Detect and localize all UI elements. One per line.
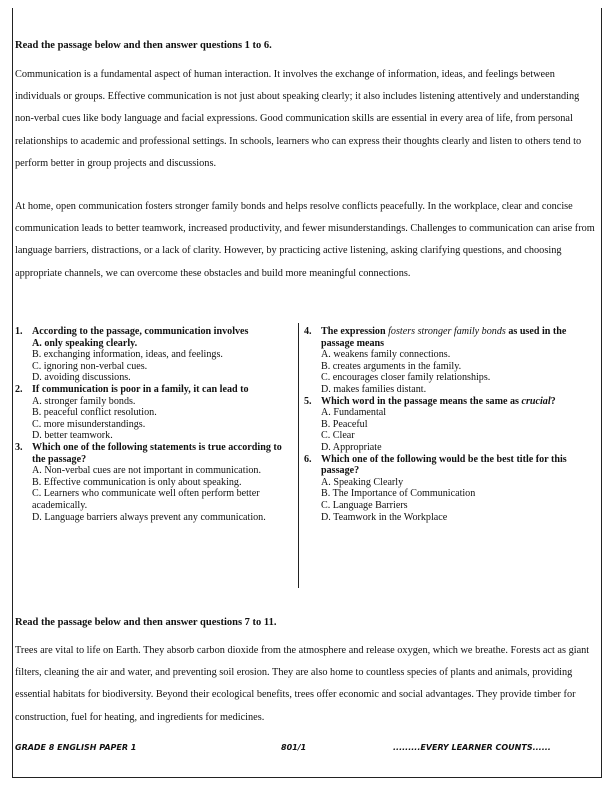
option[interactable]: C. encourages closer family relationships. (321, 372, 491, 384)
passage2-paragraph: Trees are vital to life on Earth. They absorb carbon dioxide from the atmosphere and release oxygen, which we breathe. Forests act as giant filters, cleaning the air and water, and preventing soil erosion. They are also home to countless species of plants and animals, providing essential habitats for biodiversity. Beyond their ecological benefits, trees offer economic and social advantages. They provide timber for construction, fuel for heating, and ingredients for medicines. (15, 645, 590, 723)
option[interactable]: A. only speaking clearly. (32, 337, 138, 349)
option[interactable]: A. stronger family bonds. (32, 395, 136, 407)
option[interactable]: B. Peaceful (321, 418, 368, 430)
questions-right-column (304, 326, 589, 523)
passage1-paragraph1: Communication is a fundamental aspect of human interaction. It involves the exchange of information, ideas, and feelings between individuals or groups. Effective communication is not just about speaking clearly; it also includes listening attentively and understanding non-verbal cues like body language and facial expressions. Good communication skills are essential in every area of life, from personal relationships to academic and professional settings. In schools, learners who can express their thoughts clearly and listen to others tend to perform better in group projects and discussions. (15, 69, 582, 169)
questions-left-column (15, 326, 297, 523)
question-6 (304, 454, 589, 524)
question-number: 6. (304, 453, 312, 465)
footer-motto: .........EVERY LEARNER COUNTS...... (393, 743, 551, 752)
option[interactable]: D. makes families distant. (321, 383, 427, 395)
question-number: 4. (304, 326, 312, 337)
option[interactable]: D. Appropriate (321, 441, 382, 453)
option[interactable]: A. Speaking Clearly (321, 476, 404, 488)
option[interactable]: C. Clear (321, 430, 355, 442)
option[interactable]: C. Learners who communicate well often perform better academically. (32, 488, 260, 511)
stem-italic: fosters stronger family bonds (388, 326, 506, 337)
option[interactable]: A. Fundamental (321, 407, 387, 419)
footer-paper-title: GRADE 8 ENGLISH PAPER 1 (15, 743, 137, 752)
option[interactable]: D. better teamwork. (32, 430, 113, 442)
question-number: 1. (15, 326, 23, 337)
question-stem: Which one of the following would be the best title for this passage? (321, 453, 567, 477)
question-1 (15, 326, 297, 384)
option[interactable]: A. Non-verbal cues are not important in communication. (32, 465, 262, 477)
question-stem (321, 326, 589, 349)
option[interactable]: C. Language Barriers (321, 499, 408, 511)
section2-heading: Read the passage below and then answer questions 7 to 11. (15, 617, 277, 628)
question-number: 5. (304, 395, 312, 407)
option[interactable]: A. weakens family connections. (321, 349, 451, 361)
footer-paper-code: 801/1 (281, 743, 307, 752)
stem-text: ? (550, 395, 556, 407)
option[interactable]: D. Language barriers always prevent any communication. (32, 511, 266, 523)
question-stem: Which one of the following statements is true according to the passage? (32, 441, 282, 465)
question-3 (15, 442, 297, 523)
column-divider (298, 323, 299, 588)
option[interactable]: B. The Importance of Communication (321, 488, 476, 500)
option[interactable]: B. exchanging information, ideas, and feelings. (32, 349, 223, 361)
question-2 (15, 384, 297, 442)
option[interactable]: B. peaceful conflict resolution. (32, 407, 157, 419)
stem-text: as used in the passage means (321, 326, 567, 349)
option[interactable]: B. creates arguments in the family. (321, 360, 462, 372)
option[interactable]: B. Effective communication is only about speaking. (32, 476, 242, 488)
question-stem: According to the passage, communication involves (32, 326, 249, 337)
stem-text: The expression (321, 326, 389, 337)
option[interactable]: C. ignoring non-verbal cues. (32, 360, 148, 372)
stem-italic: crucial (521, 395, 551, 407)
question-4 (304, 326, 589, 396)
option[interactable]: C. more misunderstandings. (32, 418, 146, 430)
option[interactable]: D. avoiding discussions. (32, 372, 131, 384)
question-number: 2. (15, 383, 23, 395)
question-number: 3. (15, 441, 23, 453)
question-stem: If communication is poor in a family, it can lead to (32, 383, 249, 395)
section1-heading: Read the passage below and then answer questions 1 to 6. (15, 40, 272, 51)
question-5 (304, 396, 589, 454)
passage1-paragraph2: At home, open communication fosters stronger family bonds and helps resolve conflicts peacefully. In the workplace, clear and concise communication leads to better teamwork, increased productivity, and fewer misunderstandings. Challenges to communication can arise from language barriers, distractions, or a lack of clarity. However, by practicing active listening, asking clarifying questions, and choosing appropriate channels, we can overcome these obstacles and build more meaningful connections. (15, 201, 595, 279)
question-stem (321, 396, 556, 408)
option[interactable]: D. Teamwork in the Workplace (321, 511, 448, 523)
stem-text: Which word in the passage means the same as (321, 395, 522, 407)
